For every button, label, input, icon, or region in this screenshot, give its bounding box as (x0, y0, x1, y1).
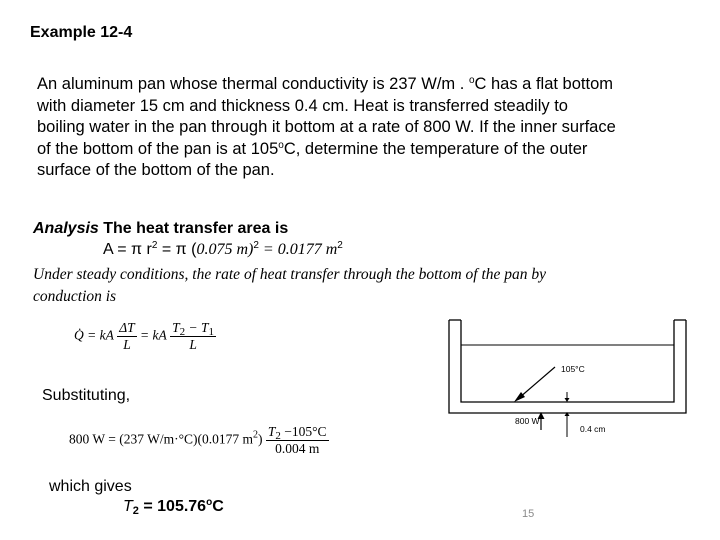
inner-surface-pointer-line (519, 367, 555, 398)
steady-line-2: conduction is (33, 288, 117, 305)
thickness-label: 0.4 cm (580, 424, 606, 434)
which-gives-label: which gives (49, 478, 132, 495)
pan-inner-wall (461, 320, 674, 402)
conduction-equation: Q̇ = kA $\frac{\Delta T}{L}$ = kA $\frac{T_2 - T_1}{L}$ (74, 320, 215, 352)
fraction-delta-t-over-l: $\frac{\Delta T}{L}$ (119, 320, 135, 352)
substituting-label: Substituting, (42, 387, 131, 404)
area-equation: A = π $r^2 = \pi$ (0.075 m)$^2$ = 0.0177 $m^2$ (103, 240, 343, 258)
problem-line-2: with diameter 15 cm and thickness 0.4 cm. Heat is transferred steadily to (37, 96, 568, 115)
problem-line-1: An aluminum pan whose thermal conductivity is 237 W/m . $^o$C has a flat bottom (37, 75, 613, 93)
example-title: Example 12-4 (30, 24, 133, 41)
analysis-label: Analysis (33, 220, 99, 237)
water-temp-label: 105°C (561, 364, 585, 374)
problem-line-5: surface of the bottom of the pan. (37, 161, 275, 179)
problem-line-3: boiling water in the pan through it bottom at a rate of 800 W. If the inner surface (37, 118, 616, 136)
steady-line-1: Under steady conditions, the rate of heat transfer through the bottom of the pan by (33, 266, 547, 283)
page-number: 15 (522, 508, 535, 520)
heat-rate-label: 800 W (515, 416, 540, 426)
problem-line-4: of the bottom of the pan is at 105$^o$C, determine the temperature of the outer (37, 139, 588, 158)
fraction-temp-diff-over-l: $\frac{T_2 - T_1}{L}$ (172, 320, 215, 352)
analysis-text: The heat transfer area is (98, 220, 289, 237)
fraction-substituted: $\frac{T_2 -105^\circ C}{0.004 m}$ (267, 424, 327, 456)
substituted-equation: 800 W = (237 W/m·°C)(0.0177 $m^2$) $\frac{T_2 -105^\circ C}{0.004 m}$ (69, 424, 327, 456)
result-equation: $T_2 = 105.76^oC$ (123, 497, 224, 517)
